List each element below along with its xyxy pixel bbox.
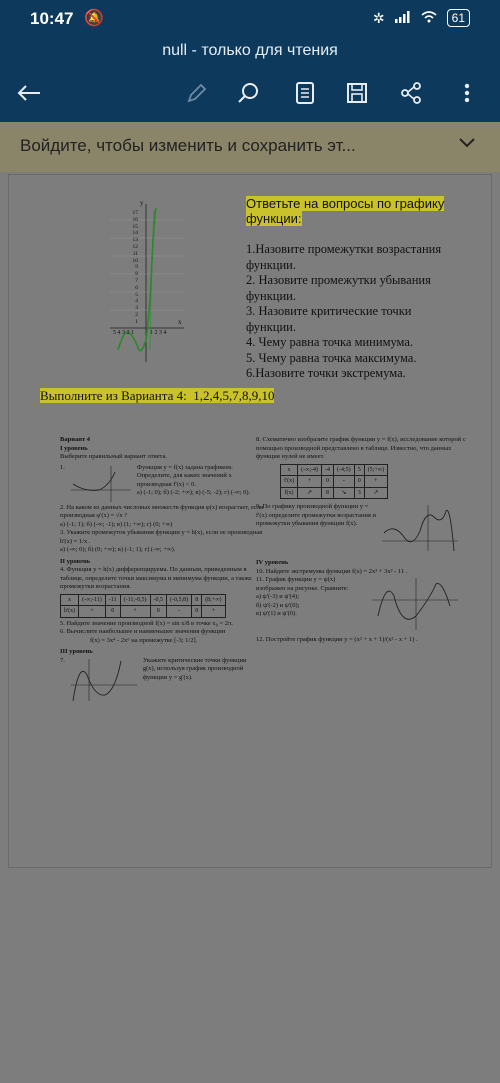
graph-x-label: x	[178, 318, 182, 326]
task1-graph	[69, 464, 133, 504]
table-header-cell: 8	[192, 594, 202, 606]
reader-icon[interactable]	[288, 76, 322, 110]
task2-options: а) (-1; 1); б) (-∞; -1); в) (1; +∞); г) (0; +∞)	[60, 520, 173, 528]
graph-y-tick: 9	[135, 264, 138, 271]
wifi-icon	[421, 10, 437, 26]
task8-table	[280, 464, 388, 500]
sign-in-banner[interactable]	[0, 122, 500, 172]
table-header-cell: x	[281, 464, 298, 476]
task10-text: 10. Найдите экстремумы функции f(x) = 2x³ + 3x² - 11 .	[256, 567, 408, 575]
table-cell: 0	[192, 606, 202, 618]
table-cell: ↘	[334, 487, 355, 499]
task7-graph	[69, 657, 139, 703]
task1-text: Функция y = f(x) задана графиком. Определите, для каких значений x производная f'(x) < 0.	[136, 463, 233, 488]
task-title: Ответьте на вопросы по графику функции:	[246, 196, 445, 226]
share-icon[interactable]	[394, 76, 428, 110]
battery-indicator: 61	[447, 9, 470, 27]
table-cell: +	[79, 606, 106, 618]
graph-y-tick: 3	[135, 305, 138, 312]
table-cell: 0	[150, 606, 167, 618]
worksheet-left: Вариант 4 I уровень Выберите правильный вариант ответа. 1. Функция y = f(x) задана графиком. Определите, для каких значений x производная f'(x) < 0. а) (-1; 0); б) (-2; +∞); в) (-5; -2); г) (-∞; 0). 2. На каком из данных числовых множеств функция φ(x) возрастает, если производная φ'(x) = √x ? а) (-1; 1); б) (-∞; -1); в) (1; +∞); г) (0; +∞) 3. Укажите промежуток убывания функции y = h(x), если ее производная h'(x) = 1/x . а) (-∞; 0); б) (0; +∞); в) (-1; 1); г) (-∞; +∞). II уровень 4. Функция y = h(x) дифференцируема. По данным, приведенным в таблице, определите точки максимума и минимума функции, а также промежутки возрастания. x (-∞;-11) -11 (-11;-0,5) -0,5 (-0,5;8) 8 (8;+∞) h'(x) + 0 + 0 - 0 + 5. Найдите значение производной f(x) = sin x/8 в точке x₀ = 2π. 6. Вычислите наибольшее и наименьшее значения функции f(x) = 3x⁴ - 2x⁶ на промежутке [-3; 1/2]. III уровень 7. Укажите критические точки функции g(x), используя график производной функции y = g'(x).	[60, 436, 270, 703]
table-header-cell: -11	[105, 594, 120, 606]
graph-y-tick: 16	[132, 216, 138, 223]
more-icon[interactable]	[450, 76, 484, 110]
task3-options: а) (-∞; 0); б) (0; +∞); в) (-1; 1); г) (-∞; +∞).	[60, 546, 176, 553]
task2-text: 2. На каком из данных числовых множеств функция φ(x) возрастает, если производная φ'(x) = √x ?	[60, 503, 264, 519]
bluetooth-icon: ✲	[372, 9, 385, 26]
table-cell: ↗	[298, 487, 322, 499]
task6-text: 6. Вычислите наибольшее и наименьшее значения функции	[60, 628, 226, 635]
question-item: 6.Назовите точки экстремума.	[246, 366, 406, 380]
graph-y-tick: 13	[132, 237, 138, 244]
chevron-down-icon[interactable]	[458, 136, 476, 154]
graph-y-tick: 2	[135, 311, 138, 318]
table-cell: 0	[322, 476, 334, 488]
table-header-cell: x	[61, 594, 79, 606]
graph-y-tick: 17	[132, 210, 138, 216]
task7-number: 7.	[60, 656, 65, 664]
question-item: 3. Назовите критические точки функции.	[246, 304, 412, 334]
question-item: 5. Чему равна точка максимума.	[246, 350, 417, 365]
question-item: 2. Назовите промежутки убывания функции.	[246, 273, 431, 303]
table-cell: h'(x)	[61, 606, 79, 618]
graph-y-tick: 7	[135, 277, 138, 284]
sign-in-text: Войдите, чтобы изменить и сохранить эт...	[20, 136, 356, 155]
level-1-heading: I уровень	[60, 444, 88, 452]
task6-function: f(x) = 3x⁴ - 2x⁶ на промежутке [-3; 1/2].	[90, 636, 198, 644]
task5-text: 5. Найдите значение производной f(x) = sin x/8 в точке x₀ = 2π.	[60, 619, 233, 627]
table-header-cell: (-∞;-4)	[298, 464, 322, 476]
graph-y-tick: 6	[135, 284, 138, 291]
table-header-cell: (8;+∞)	[202, 594, 225, 606]
table-header-cell: (-0,5;8)	[167, 594, 192, 606]
task9-text: 9. По графику производной функции y = f'(x) определите промежутки возрастания и промежутки убывания функции f(x).	[256, 503, 376, 527]
graph-y-tick: 5	[135, 291, 138, 298]
task3-text: 3. Укажите промежуток убывания функции y = h(x), если ее производная h'(x) = 1/x .	[60, 529, 263, 545]
task1-options: а) (-1; 0); б) (-2; +∞); в) (-5; -2); г) (-∞; 0).	[136, 489, 251, 496]
graph-y-tick: 10	[132, 257, 138, 264]
graph-y-tick: 14	[132, 230, 138, 237]
graph-y-tick: 11	[132, 250, 138, 257]
task4-text: 4. Функция y = h(x) дифференцируема. По данным, приведенным в таблице, определите точки максимума и минимума функции, а также промежутки возрастания.	[60, 566, 252, 590]
function-graph	[108, 200, 186, 370]
table-header-cell: (-11;-0,5)	[120, 594, 150, 606]
task11-option: б) ψ'(-2) и ψ'(0);	[256, 601, 300, 609]
table-cell: f(x)	[281, 487, 298, 499]
level-2-heading: II уровень	[60, 557, 91, 565]
table-header-cell: 5	[354, 464, 364, 476]
mute-icon: 🔕	[84, 10, 104, 27]
task9-graph	[380, 503, 460, 553]
table-cell: -	[334, 476, 355, 488]
task11-text: 11. График функции y = ψ(x) изображен на рисунке. Сравните:	[256, 576, 349, 592]
save-icon[interactable]	[340, 76, 374, 110]
graph-y-label: y	[140, 199, 144, 207]
table-cell: +	[364, 476, 387, 488]
question-list	[246, 242, 456, 382]
table-cell: +	[298, 476, 322, 488]
table-header-cell: (5;+∞)	[364, 464, 387, 476]
graph-x-ticks-right: 1 2 3 4	[150, 330, 167, 336]
table-header-cell: -4	[322, 464, 334, 476]
table-cell: f'(x)	[281, 476, 298, 488]
clock: 10:47	[30, 9, 74, 28]
task4-table	[60, 594, 226, 618]
task8-text: 8. Схематично изобразите график функции y = f(x), исследование которой с помощью производной представлено в таблице. Известно, что данных функция нулей не имеет.	[256, 436, 466, 460]
variant-heading: Вариант 4	[60, 436, 91, 443]
level-3-heading: III уровень	[60, 648, 93, 655]
level-4-heading: IV уровень	[256, 559, 289, 566]
task11-option: в) ψ'(1) и ψ'(0).	[256, 610, 297, 617]
table-cell: -	[167, 606, 192, 618]
document-title: null - только для чтения	[162, 42, 338, 59]
table-header-cell: (-4;5)	[334, 464, 355, 476]
table-cell: 0	[354, 476, 364, 488]
table-header-cell: -0,5	[150, 594, 167, 606]
task7-text: Укажите критические точки функции g(x), используя график производной функции y = g'(x).	[142, 656, 247, 681]
system-icons	[373, 9, 470, 27]
app-bar	[0, 36, 500, 122]
graph-y-tick: 12	[132, 243, 138, 250]
graph-y-tick: 8	[135, 271, 138, 278]
table-cell: 3	[354, 487, 364, 499]
table-header-cell: (-∞;-11)	[79, 594, 106, 606]
graph-x-ticks-left: 5 4 3 2 1	[113, 330, 134, 336]
pencil-icon[interactable]	[180, 76, 214, 110]
graph-y-tick: 4	[135, 298, 138, 305]
table-cell: 8	[322, 487, 334, 499]
back-arrow-icon[interactable]	[12, 76, 46, 110]
question-item: 4. Чему равна точка минимума.	[246, 335, 414, 349]
signal-icon	[395, 10, 411, 26]
table-cell: 0	[105, 606, 120, 618]
table-cell: +	[202, 606, 225, 618]
variant-instruction: Выполните из Варианта 4: 1,2,4,5,7,8,9,10	[40, 388, 275, 403]
graph-y-ticks	[124, 210, 138, 326]
question-item: 1.Назовите промежутки возрастания функции.	[246, 242, 442, 272]
task11-graph	[370, 576, 460, 632]
intro-text: Выберите правильный вариант ответа.	[60, 453, 167, 460]
task12-text: 12. Постройте график функции y = (x² + x + 1)/(x² - x + 1) .	[256, 636, 418, 643]
table-cell: +	[120, 606, 150, 618]
task11-option: а) ψ'(-3) и ψ'(4);	[256, 593, 300, 600]
status-bar	[0, 0, 500, 36]
table-cell: ↗	[364, 487, 387, 499]
graph-y-tick: 15	[132, 223, 138, 230]
search-icon[interactable]	[232, 76, 266, 110]
worksheet-right	[256, 436, 466, 645]
graph-y-tick: 1	[135, 318, 138, 325]
